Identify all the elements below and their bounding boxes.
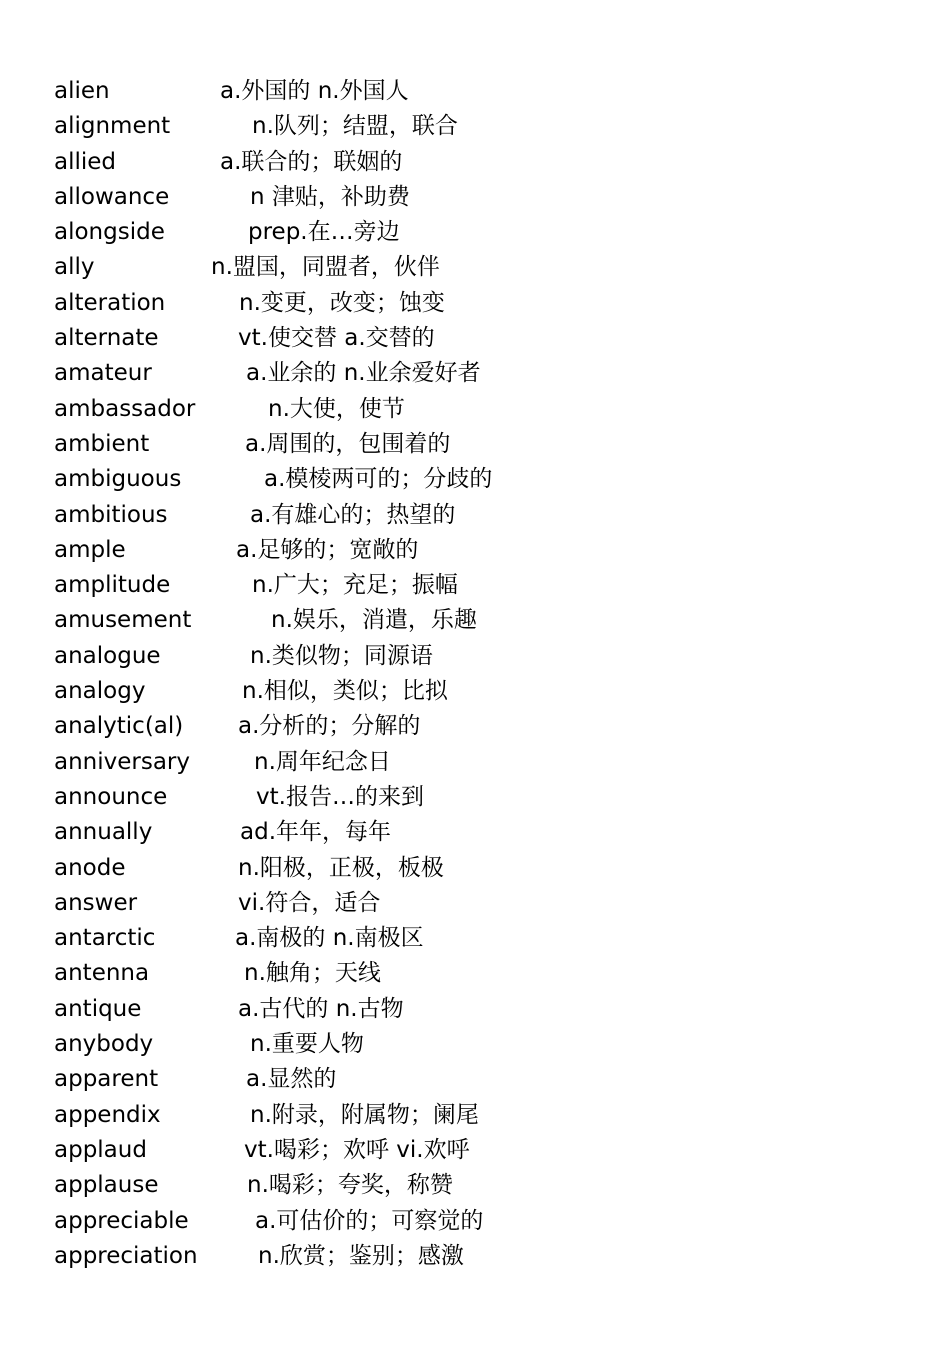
vocab-definition: vt.报告…的来到 [256,783,424,810]
vocab-entry [54,1168,914,1203]
vocab-word: ample [54,536,126,563]
vocab-definition: n.队列；结盟，联合 [252,113,458,140]
vocab-entry [54,921,914,956]
vocab-definition: vi.符合，适合 [238,889,381,916]
vocab-word: answer [54,889,138,916]
vocab-word: appreciation [54,1242,198,1269]
vocab-word: allied [54,148,117,175]
vocab-word: antarctic [54,925,156,952]
vocab-definition: n.变更，改变；蚀变 [239,289,445,316]
vocab-word: ambitious [54,501,168,528]
vocab-word: amplitude [54,572,171,599]
vocab-entry [54,851,914,886]
vocab-word: alignment [54,113,171,140]
vocab-word: amateur [54,360,152,387]
vocab-definition: n.触角；天线 [244,960,381,987]
vocab-word: alternate [54,325,159,352]
vocab-entry [54,215,914,250]
vocab-word: analogy [54,678,146,705]
vocab-word: anybody [54,1031,154,1058]
vocab-definition: n 津贴，补助费 [250,183,410,210]
vocab-definition: a.周围的，包围着的 [245,430,451,457]
vocab-definition: n.盟国，同盟者，伙伴 [211,254,440,281]
vocab-entry [54,709,914,744]
vocab-word: analytic(al) [54,713,184,740]
vocab-word: announce [54,783,168,810]
vocab-entry [54,1027,914,1062]
vocab-definition: n.娱乐，消遣，乐趣 [271,607,477,634]
vocab-entry [54,1204,914,1239]
vocab-word: ambiguous [54,466,182,493]
vocab-entry [54,392,914,427]
vocab-definition: n.阳极，正极，板极 [238,854,444,881]
vocab-entry [54,745,914,780]
vocab-entry [54,780,914,815]
vocab-word: analogue [54,642,161,669]
vocab-word: applause [54,1172,159,1199]
vocab-entry [54,145,914,180]
vocab-entry [54,603,914,638]
vocab-word: ambassador [54,395,196,422]
vocab-word: alongside [54,219,165,246]
vocab-entry [54,462,914,497]
vocab-entry [54,321,914,356]
vocab-entry [54,1062,914,1097]
vocab-definition: a.外国的 n.外国人 [220,78,409,104]
vocab-entry [54,815,914,850]
vocab-entry [54,498,914,533]
vocab-definition: a.足够的；宽敞的 [236,536,419,563]
vocab-definition: n.类似物；同源语 [250,642,433,669]
vocab-word: ally [54,254,95,281]
vocab-word: ambient [54,430,150,457]
vocab-definition: n.周年纪念日 [254,748,391,775]
vocab-definition: vt.喝彩；欢呼 vi.欢呼 [244,1136,470,1163]
vocab-entry [54,639,914,674]
vocab-entry [54,427,914,462]
vocabulary-list [54,74,914,1274]
vocab-word: antenna [54,960,150,987]
vocab-word: applaud [54,1136,147,1163]
vocab-entry [54,356,914,391]
vocab-definition: n.喝彩；夸奖，称赞 [247,1172,453,1199]
vocab-definition: n.欣赏；鉴别；感激 [258,1242,464,1269]
vocab-entry [54,992,914,1027]
vocab-entry [54,180,914,215]
vocab-word: anode [54,854,126,881]
vocab-definition: n.广大；充足；振幅 [252,572,458,599]
vocab-word: antique [54,995,142,1022]
vocab-entry [54,533,914,568]
vocab-definition: a.分析的；分解的 [238,713,421,740]
vocab-word: alteration [54,289,166,316]
vocab-definition: vt.使交替 a.交替的 [238,325,435,352]
vocab-definition: n.相似，类似；比拟 [242,678,448,705]
vocab-word: allowance [54,183,170,210]
vocab-word: appendix [54,1101,161,1128]
vocab-definition: n.附录，附属物；阑尾 [250,1101,479,1128]
vocab-definition: a.南极的 n.南极区 [235,925,424,952]
vocab-entry [54,1239,914,1274]
vocab-word: annually [54,819,153,846]
vocab-entry [54,109,914,144]
vocab-entry [54,250,914,285]
vocab-word: anniversary [54,748,191,775]
vocab-entry [54,568,914,603]
vocab-definition: prep.在…旁边 [248,219,400,246]
vocab-definition: a.业余的 n.业余爱好者 [246,360,481,387]
vocab-entry [54,1098,914,1133]
vocab-definition: a.古代的 n.古物 [238,995,404,1022]
vocab-entry [54,74,914,109]
vocab-word: appreciable [54,1207,189,1234]
vocab-word: apparent [54,1066,159,1093]
vocab-entry [54,1133,914,1168]
vocab-definition: a.联合的；联姻的 [220,148,403,175]
vocab-word: amusement [54,607,192,634]
vocab-word: alien [54,78,110,104]
vocab-entry [54,286,914,321]
vocab-entry [54,886,914,921]
vocab-definition: a.模棱两可的；分歧的 [264,466,493,493]
vocab-definition: n.重要人物 [250,1031,364,1058]
vocab-definition: a.可估价的；可察觉的 [255,1207,484,1234]
vocab-definition: ad.年年，每年 [240,819,392,846]
vocab-definition: n.大使，使节 [268,395,405,422]
vocab-entry [54,674,914,709]
vocab-definition: a.有雄心的；热望的 [250,501,456,528]
vocab-definition: a.显然的 [246,1066,337,1093]
vocab-entry [54,956,914,991]
